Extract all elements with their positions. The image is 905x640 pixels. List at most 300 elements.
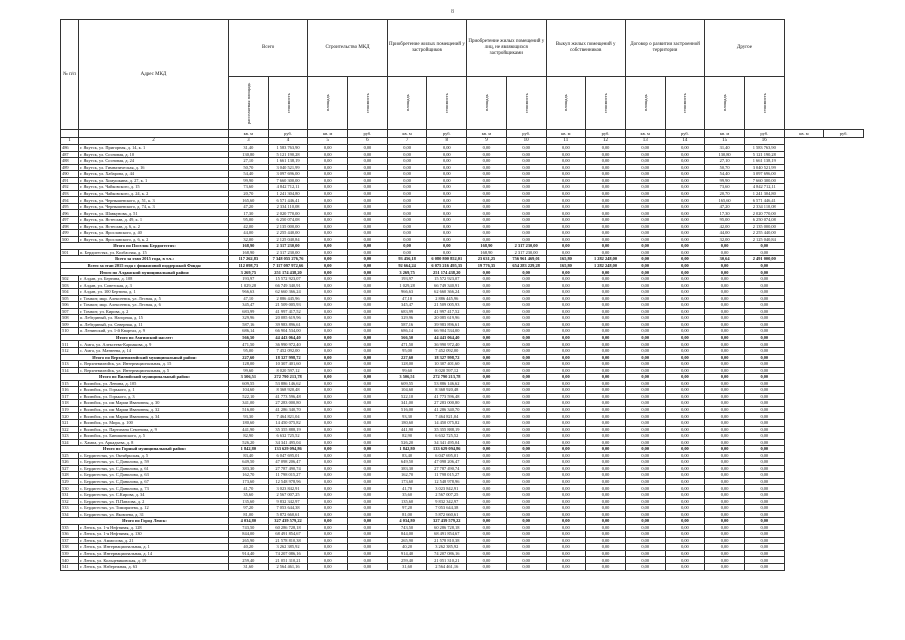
value-cell: 0,00: [586, 164, 626, 171]
value-cell: 0,00: [625, 171, 665, 178]
value-cell: 0,00: [705, 315, 745, 322]
value-cell: 0,00: [308, 505, 348, 512]
column-number: 16: [744, 138, 784, 145]
column-number: 14: [665, 138, 705, 145]
address-cell: г. Вилюйск, ул. Ленина, д. 105: [79, 380, 229, 387]
value-cell: 0,00: [665, 184, 705, 191]
header-group-other: Другое: [705, 20, 784, 77]
value-cell: 0,00: [665, 334, 705, 341]
value-cell: 0,00: [665, 354, 705, 361]
value-cell: 0,00: [348, 478, 388, 485]
value-cell: 20,70: [229, 190, 269, 197]
value-cell: 0,00: [625, 177, 665, 184]
value-cell: 0,00: [705, 249, 745, 256]
value-cell: 54,40: [229, 171, 269, 178]
value-cell: 0,00: [308, 419, 348, 426]
row-number: 540: [61, 557, 79, 564]
value-cell: 173,60: [387, 478, 427, 485]
value-cell: 265,90: [229, 537, 269, 544]
value-cell: 743,50: [387, 524, 427, 531]
value-cell: 165,80: [546, 256, 586, 263]
value-cell: 2 317 230,00: [506, 249, 546, 256]
value-cell: 0,00: [665, 387, 705, 394]
value-cell: 0,00: [348, 505, 388, 512]
value-cell: 0,00: [705, 485, 745, 492]
row-number: 515: [61, 380, 79, 387]
value-cell: 50,70: [705, 164, 745, 171]
value-cell: 0,00: [467, 158, 507, 165]
value-cell: 44,00: [229, 230, 269, 237]
address-cell: г. Якутск, ул. Чернышевского, д. 51, к. 3: [79, 197, 229, 204]
column-number: 8: [427, 138, 467, 145]
row-number: 495: [61, 203, 79, 210]
header-sub-cost: стоимость: [427, 77, 467, 130]
value-cell: 0,00: [665, 524, 705, 531]
value-cell: 66 904 534,00: [427, 328, 467, 335]
value-cell: 34 341 495,04: [268, 439, 308, 446]
value-cell: 0,00: [427, 184, 467, 191]
value-cell: 0,00: [665, 361, 705, 368]
value-cell: 0,00: [625, 308, 665, 315]
value-cell: 0,00: [744, 262, 784, 269]
header-sub-cost: стоимость: [268, 77, 308, 130]
value-cell: 0,00: [546, 564, 586, 571]
value-cell: 0,00: [546, 426, 586, 433]
value-cell: 0,00: [546, 321, 586, 328]
value-cell: 0,00: [705, 243, 745, 250]
value-cell: 0,00: [586, 354, 626, 361]
value-cell: 0,00: [308, 524, 348, 531]
value-cell: 0,00: [586, 472, 626, 479]
value-cell: 0,00: [387, 230, 427, 237]
value-cell: 0,00: [546, 419, 586, 426]
value-cell: 36 990 972,40: [268, 341, 308, 348]
value-cell: 66 904 534,00: [268, 328, 308, 335]
value-cell: 0,00: [625, 151, 665, 158]
value-cell: 0,00: [546, 249, 586, 256]
value-cell: 35,60: [387, 491, 427, 498]
value-cell: 0,00: [506, 282, 546, 289]
value-cell: 40,20: [387, 544, 427, 551]
value-cell: 165,60: [705, 197, 745, 204]
value-cell: 0,00: [387, 210, 427, 217]
value-cell: 0,00: [348, 302, 388, 309]
value-cell: 0,00: [625, 393, 665, 400]
value-cell: 0,00: [506, 367, 546, 374]
header-group-non-developer: Приобретение жилых помещений у лиц, не являющихся застройщиками: [467, 20, 546, 77]
value-cell: 0,00: [625, 472, 665, 479]
value-cell: 4 034,80: [387, 518, 427, 525]
unit-label: кв. м: [625, 130, 665, 138]
value-cell: 0,00: [308, 511, 348, 518]
value-cell: 0,00: [467, 190, 507, 197]
value-cell: 60 286 728,18: [268, 524, 308, 531]
value-cell: 0,00: [625, 190, 665, 197]
address-cell: г. Якутск, ул. Хабарова, д. 44: [79, 171, 229, 178]
value-cell: 0,00: [348, 452, 388, 459]
value-cell: 0,00: [744, 472, 784, 479]
value-cell: 0,00: [665, 217, 705, 224]
value-cell: 0,00: [506, 387, 546, 394]
value-cell: 11 798 015,27: [427, 472, 467, 479]
value-cell: 1 661 138,19: [744, 158, 784, 165]
value-cell: 516,00: [229, 406, 269, 413]
address-cell: п. Бердигестях, ул. Колбасная, д. 15: [79, 249, 229, 256]
value-cell: 0,00: [586, 249, 626, 256]
value-cell: 81,00: [229, 511, 269, 518]
row-number: 507: [61, 308, 79, 315]
column-number: 5: [308, 138, 348, 145]
value-cell: 0,00: [625, 413, 665, 420]
row-number: 525: [61, 452, 79, 459]
value-cell: 83,40: [387, 452, 427, 459]
value-cell: 0,00: [665, 289, 705, 296]
value-cell: 0,00: [308, 374, 348, 381]
row-number: 534: [61, 511, 79, 518]
address-cell: г. Якутск, ул. Хомушкина, д. 27, к. 1: [79, 177, 229, 184]
value-cell: 0,00: [625, 275, 665, 282]
value-cell: 0,00: [308, 544, 348, 551]
header-sub-area: площадь: [705, 77, 745, 130]
value-cell: 0,00: [586, 393, 626, 400]
value-cell: 0,00: [586, 177, 626, 184]
value-cell: 68 491 854,67: [427, 531, 467, 538]
value-cell: 32,00: [229, 236, 269, 243]
value-cell: 0,00: [308, 184, 348, 191]
value-cell: 41 286 340,70: [427, 406, 467, 413]
value-cell: 0,00: [586, 439, 626, 446]
value-cell: 9 832 342,97: [268, 498, 308, 505]
value-cell: 0,00: [546, 308, 586, 315]
value-cell: 9 832 342,97: [427, 498, 467, 505]
row-number: 527: [61, 465, 79, 472]
value-cell: 0,00: [348, 341, 388, 348]
value-cell: 0,00: [308, 275, 348, 282]
row-number: 536: [61, 531, 79, 538]
value-cell: 0,00: [506, 315, 546, 322]
address-cell: г. Ленск, ул. 1-я Нефтяная, д. 128: [79, 524, 229, 531]
value-cell: 0,00: [348, 269, 388, 276]
value-cell: 0,00: [665, 210, 705, 217]
row-number: 491: [61, 177, 79, 184]
value-cell: 0,00: [348, 249, 388, 256]
value-cell: 0,00: [467, 380, 507, 387]
value-cell: 471,50: [229, 341, 269, 348]
row-number: 487: [61, 151, 79, 158]
header-sub-cost: стоимость: [586, 77, 626, 130]
value-cell: 0,00: [506, 302, 546, 309]
value-cell: 0,00: [348, 308, 388, 315]
value-cell: 251 174 438,20: [268, 269, 308, 276]
value-cell: 0,00: [546, 230, 586, 237]
value-cell: 0,00: [586, 275, 626, 282]
value-cell: 2 567 007,25: [427, 491, 467, 498]
value-cell: 2 491 000,00: [744, 256, 784, 263]
value-cell: 0,00: [665, 446, 705, 453]
value-cell: 0,00: [586, 505, 626, 512]
value-cell: 0,00: [625, 524, 665, 531]
value-cell: 0,00: [387, 145, 427, 152]
value-cell: 3 506,51: [229, 374, 269, 381]
value-cell: 0,00: [625, 269, 665, 276]
value-cell: 0,00: [506, 158, 546, 165]
value-cell: 0,00: [625, 315, 665, 322]
value-cell: 0,00: [506, 308, 546, 315]
value-cell: 251 174 438,20: [427, 269, 467, 276]
value-cell: 0,00: [744, 439, 784, 446]
value-cell: 66 749 340,91: [427, 282, 467, 289]
value-cell: 0,00: [467, 557, 507, 564]
value-cell: 0,00: [744, 544, 784, 551]
value-cell: 0,00: [546, 347, 586, 354]
value-cell: 0,00: [744, 564, 784, 571]
value-cell: 0,00: [348, 531, 388, 538]
value-cell: 259,40: [387, 557, 427, 564]
header-group-construction: Строительство МКД: [308, 20, 387, 77]
value-cell: 0,00: [705, 413, 745, 420]
address-cell: г. Ленск, ул. 1-я Нефтяная, д. 130: [79, 531, 229, 538]
value-cell: 0,00: [348, 433, 388, 440]
value-cell: 0,00: [705, 282, 745, 289]
value-cell: 128,00: [387, 361, 427, 368]
value-cell: 31,40: [229, 145, 269, 152]
value-cell: 0,00: [308, 564, 348, 571]
value-cell: 0,00: [665, 459, 705, 466]
value-cell: 0,00: [348, 459, 388, 466]
row-number: 504: [61, 289, 79, 296]
value-cell: 0,00: [308, 518, 348, 525]
value-cell: 0,00: [308, 145, 348, 152]
value-cell: 3 097 696,00: [268, 171, 308, 178]
value-cell: 0,00: [586, 171, 626, 178]
value-cell: 8 368 920,48: [268, 387, 308, 394]
value-cell: 0,00: [387, 158, 427, 165]
value-cell: 0,00: [427, 151, 467, 158]
address-cell: с. Амга, ул. Алексеева-Карпакова, д. 9: [79, 341, 229, 348]
header-sub-resettled-area: расселяемая площадь: [229, 77, 269, 130]
address-cell: г. Вилюйск, ул. Партизана Семенова, д. 9: [79, 426, 229, 433]
row-number: 533: [61, 505, 79, 512]
value-cell: 5 872 660,61: [268, 511, 308, 518]
value-cell: 104,60: [229, 387, 269, 394]
value-cell: 0,00: [506, 544, 546, 551]
value-cell: 0,00: [625, 197, 665, 204]
value-cell: 0,00: [308, 197, 348, 204]
value-cell: 0,00: [744, 308, 784, 315]
value-cell: 0,00: [744, 249, 784, 256]
unit-label: кв. м: [705, 130, 745, 138]
value-cell: 4 034,80: [229, 518, 269, 525]
value-cell: 2 564 461,16: [427, 564, 467, 571]
value-cell: 0,00: [387, 190, 427, 197]
value-cell: 41 997 417,52: [268, 308, 308, 315]
value-cell: 844,00: [229, 531, 269, 538]
page-number: 8: [451, 9, 454, 15]
value-cell: 10 307 401,60: [427, 361, 467, 368]
address-cell: с. Бердигестях, ул. С.Данилова, д. 67: [79, 478, 229, 485]
header-sub-area: площадь: [387, 77, 427, 130]
value-cell: 0,00: [625, 243, 665, 250]
value-cell: 0,00: [348, 230, 388, 237]
value-cell: 0,00: [705, 400, 745, 407]
value-cell: 21 051 310,21: [268, 557, 308, 564]
column-number: 9: [467, 138, 507, 145]
value-cell: 0,00: [467, 302, 507, 309]
value-cell: 0,00: [506, 145, 546, 152]
value-cell: 0,00: [546, 217, 586, 224]
row-number: 524: [61, 439, 79, 446]
value-cell: 0,00: [308, 347, 348, 354]
value-cell: 1 282 248,00: [586, 262, 626, 269]
value-cell: 329,96: [229, 315, 269, 322]
value-cell: 0,00: [427, 236, 467, 243]
value-cell: 0,00: [705, 302, 745, 309]
value-cell: 0,00: [308, 557, 348, 564]
value-cell: 0,00: [506, 269, 546, 276]
header-sub-area: площадь: [467, 77, 507, 130]
value-cell: 0,00: [665, 347, 705, 354]
subtotal-label: Итого по Верхневилюйский муниципальный район:: [61, 354, 229, 361]
value-cell: 345,47: [387, 302, 427, 309]
address-cell: г. Алдан, ул. 100 Бертина, д. 1: [79, 289, 229, 296]
value-cell: 40,20: [229, 544, 269, 551]
value-cell: 0,00: [308, 446, 348, 453]
value-cell: 0,00: [586, 328, 626, 335]
value-cell: 0,00: [705, 262, 745, 269]
value-cell: 0,00: [348, 511, 388, 518]
value-cell: 27 283 000,80: [268, 400, 308, 407]
row-number: 537: [61, 537, 79, 544]
value-cell: 50,70: [229, 164, 269, 171]
value-cell: 0,00: [546, 361, 586, 368]
value-cell: 0,00: [506, 524, 546, 531]
value-cell: 41,70: [387, 485, 427, 492]
value-cell: 0,00: [467, 223, 507, 230]
value-cell: 20,70: [705, 190, 745, 197]
unit-label: кв. м: [387, 130, 427, 138]
value-cell: 0,00: [308, 400, 348, 407]
value-cell: 0,00: [506, 203, 546, 210]
value-cell: 0,00: [546, 289, 586, 296]
value-cell: 0,00: [665, 406, 705, 413]
address-cell: с. Бердигестях, ул. Октябрьская, д. 5: [79, 452, 229, 459]
value-cell: 93,30: [229, 413, 269, 420]
address-cell: г. Ленск, ул. Интернациональная, д. 14: [79, 550, 229, 557]
value-cell: 5 121 190,28: [744, 151, 784, 158]
value-cell: 0,00: [348, 354, 388, 361]
unit-label: руб.: [586, 130, 626, 138]
value-cell: 0,00: [665, 400, 705, 407]
value-cell: 17,30: [705, 210, 745, 217]
value-cell: 0,00: [348, 537, 388, 544]
row-number: 493: [61, 190, 79, 197]
value-cell: 0,00: [546, 518, 586, 525]
value-cell: 0,00: [308, 328, 348, 335]
value-cell: 0,00: [744, 537, 784, 544]
value-cell: 0,00: [744, 367, 784, 374]
value-cell: 3 262 385,92: [268, 544, 308, 551]
value-cell: 0,00: [546, 537, 586, 544]
value-cell: 0,00: [308, 387, 348, 394]
value-cell: 66 749 340,91: [268, 282, 308, 289]
value-cell: 2 334 110,08: [744, 203, 784, 210]
value-cell: 82,90: [229, 433, 269, 440]
row-number: 517: [61, 393, 79, 400]
value-cell: 135,60: [229, 498, 269, 505]
value-cell: 0,00: [705, 419, 745, 426]
value-cell: 0,00: [744, 334, 784, 341]
value-cell: 0,00: [586, 452, 626, 459]
value-cell: 0,00: [467, 426, 507, 433]
value-cell: 0,00: [744, 459, 784, 466]
row-number: 500: [61, 236, 79, 243]
value-cell: 0,00: [546, 275, 586, 282]
value-cell: 0,00: [467, 177, 507, 184]
value-cell: 0,00: [586, 511, 626, 518]
value-cell: 31,40: [705, 145, 745, 152]
table-row: [61, 564, 864, 571]
value-cell: 0,00: [705, 459, 745, 466]
value-cell: 0,00: [387, 223, 427, 230]
value-cell: 0,00: [348, 498, 388, 505]
value-cell: 0,00: [308, 354, 348, 361]
value-cell: 0,00: [705, 446, 745, 453]
value-cell: 0,00: [744, 243, 784, 250]
value-cell: 0,00: [586, 426, 626, 433]
value-cell: 0,00: [744, 518, 784, 525]
value-cell: 0,00: [348, 275, 388, 282]
value-cell: 0,00: [586, 557, 626, 564]
value-cell: 0,00: [308, 426, 348, 433]
value-cell: 1 241 304,80: [268, 190, 308, 197]
value-cell: 0,00: [308, 177, 348, 184]
row-number: 538: [61, 544, 79, 551]
value-cell: 0,00: [744, 347, 784, 354]
value-cell: 0,00: [308, 171, 348, 178]
value-cell: 0,00: [308, 413, 348, 420]
value-cell: 0,00: [506, 210, 546, 217]
value-cell: 0,00: [705, 406, 745, 413]
value-cell: 19 776,35: [467, 262, 507, 269]
value-cell: 441,90: [229, 426, 269, 433]
value-cell: 41 773 596,48: [427, 393, 467, 400]
value-cell: 0,00: [665, 158, 705, 165]
value-cell: 0,00: [744, 550, 784, 557]
value-cell: 0,00: [744, 393, 784, 400]
value-cell: 6 075 216 495,35: [427, 262, 467, 269]
value-cell: 3 506,51: [387, 374, 427, 381]
value-cell: 0,00: [665, 249, 705, 256]
value-cell: 0,00: [625, 419, 665, 426]
value-cell: 54,40: [705, 171, 745, 178]
value-cell: 0,00: [665, 439, 705, 446]
value-cell: 0,00: [546, 544, 586, 551]
value-cell: 0,00: [348, 151, 388, 158]
row-number: 508: [61, 315, 79, 322]
unit-label: кв. м: [229, 130, 269, 138]
value-cell: 5 121 190,28: [268, 151, 308, 158]
value-cell: 654 283 229,28: [506, 262, 546, 269]
value-cell: 0,00: [625, 459, 665, 466]
value-cell: 0,00: [467, 400, 507, 407]
column-number: 10: [506, 138, 546, 145]
value-cell: 0,00: [546, 164, 586, 171]
value-cell: 0,00: [665, 295, 705, 302]
value-cell: 0,00: [348, 184, 388, 191]
value-cell: 62 660 366,24: [268, 289, 308, 296]
value-cell: 0,00: [387, 151, 427, 158]
value-cell: 0,00: [506, 171, 546, 178]
